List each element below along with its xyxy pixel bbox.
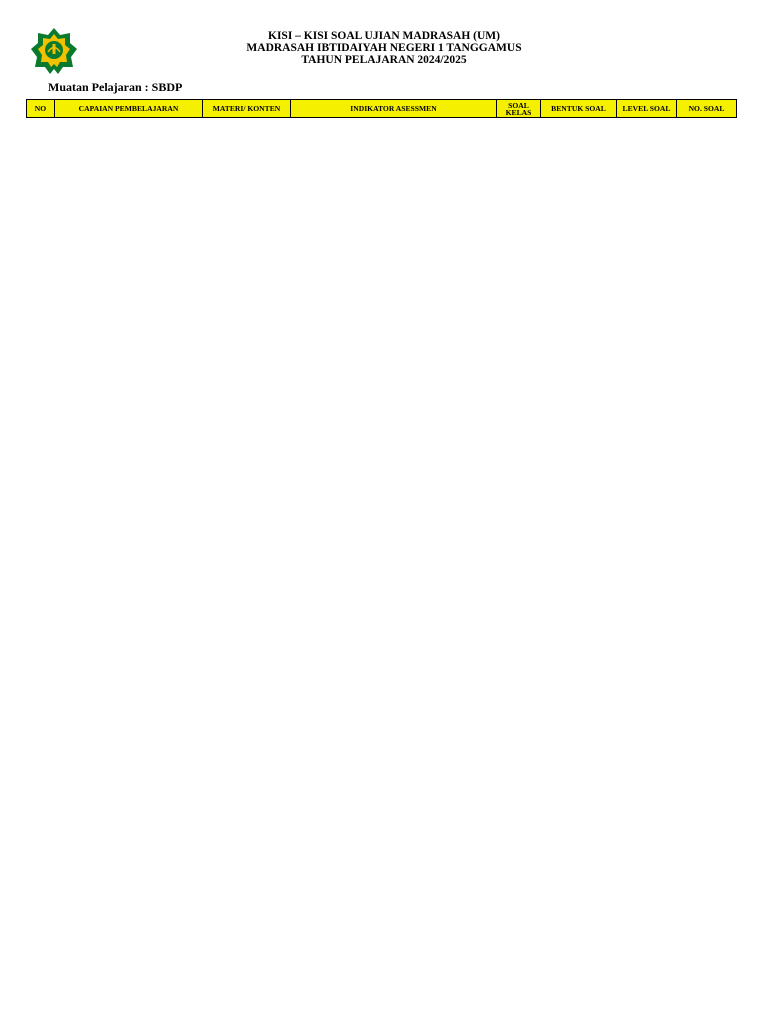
table-header-row <box>27 100 737 118</box>
subject-label: Muatan Pelajaran : SBDP <box>48 80 183 94</box>
academic-year: TAHUN PELAJARAN 2024/2025 <box>301 54 467 66</box>
col-header-bentuk: BENTUK SOAL <box>541 100 617 118</box>
col-header-kelas: SOAL KELAS <box>497 100 541 118</box>
kisi-table-1 <box>26 99 737 118</box>
col-header-nosoal: NO. SOAL <box>677 100 737 118</box>
col-header-level: LEVEL SOAL <box>617 100 677 118</box>
col-header-materi: MATERI/ KONTEN <box>203 100 291 118</box>
col-header-capaian: CAPAIAN PEMBELAJARAN <box>55 100 203 118</box>
school-name: MADRASAH IBTIDAIYAH NEGERI 1 TANGGAMUS <box>246 42 522 54</box>
document-title: KISI – KISI SOAL UJIAN MADRASAH (UM) <box>268 30 500 42</box>
col-header-indikator: INDIKATOR ASESSMEN <box>291 100 497 118</box>
col-header-no: NO <box>27 100 55 118</box>
